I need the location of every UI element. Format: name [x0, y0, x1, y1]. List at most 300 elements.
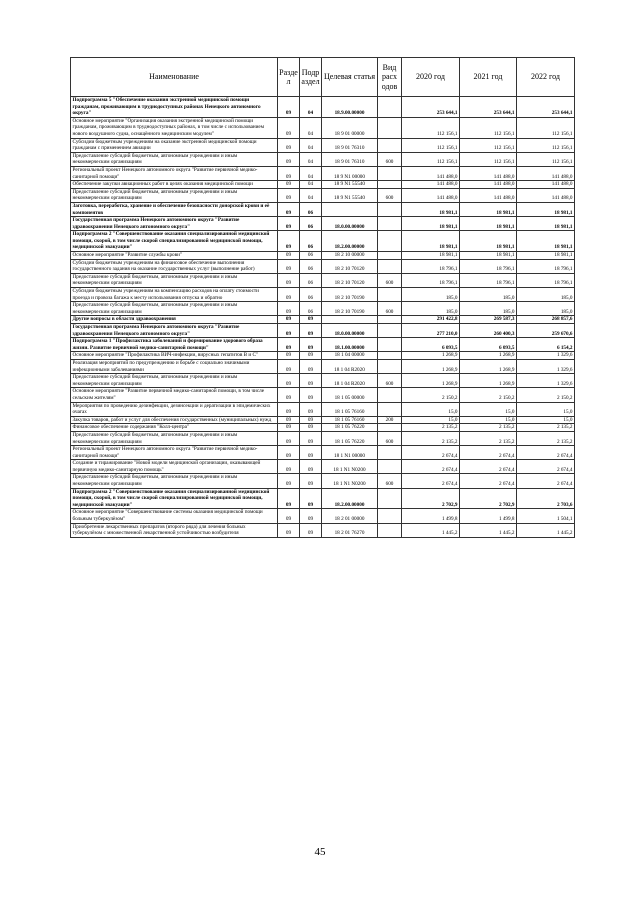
row-year-2020-cell: 15,0 [402, 416, 460, 424]
row-year-2021-cell: 253 644,1 [460, 97, 517, 118]
row-name-cell: Создание и тиражирование "Новой модели медицинской организации, оказывающей первичную медико-санитарную помощь" [71, 460, 278, 474]
header-year-2020: 2020 год [402, 58, 460, 97]
row-name-cell: Основное мероприятие "Профилактика ВИЧ-инфекции, вирусных гепатитов В и С" [71, 352, 278, 360]
row-target-article-cell: 18.2.00.00000 [322, 231, 378, 252]
row-target-article-cell [322, 202, 378, 216]
row-year-2020-cell: 18 981,1 [402, 217, 460, 231]
row-expense-type-cell [378, 252, 402, 260]
row-podrazdel-cell: 09 [300, 431, 322, 445]
row-razdel-cell: 09 [278, 523, 300, 537]
table-body [71, 97, 575, 538]
row-target-article-cell: 18.1.00.00000 [322, 338, 378, 352]
row-name-cell: Предоставление субсидий бюджетным, автономным учреждениям и иным некоммерческим организациям [71, 474, 278, 488]
table-row [71, 231, 575, 252]
row-year-2022-cell: 1 445,2 [517, 523, 575, 537]
row-name-cell: Финансовое обеспечение содержания "Колл-центра" [71, 424, 278, 432]
row-razdel-cell: 09 [278, 231, 300, 252]
row-target-article-cell: 18 2 10 70190 [322, 302, 378, 316]
row-razdel-cell: 09 [278, 166, 300, 180]
row-year-2020-cell: 2 135,2 [402, 431, 460, 445]
row-year-2022-cell: 112 156,1 [517, 138, 575, 152]
row-podrazdel-cell: 09 [300, 388, 322, 402]
row-year-2022-cell: 18 981,1 [517, 231, 575, 252]
row-name-cell: Субсидии бюджетным учреждениям на компенсацию расходов на оплату стоимости проезда и провоза багажа к месту использования отпуска и обратно [71, 288, 278, 302]
row-name-cell: Подпрограмма 2 "Совершенствование оказания специализированной медицинской помощи, скорой, в том числе скорой специализированной медицинской помощи, медицинской эвакуации" [71, 231, 278, 252]
row-razdel-cell: 09 [278, 324, 300, 338]
row-podrazdel-cell: 06 [300, 217, 322, 231]
row-razdel-cell: 09 [278, 488, 300, 509]
row-podrazdel-cell: 06 [300, 273, 322, 287]
row-razdel-cell: 09 [278, 302, 300, 316]
row-podrazdel-cell: 04 [300, 166, 322, 180]
row-year-2021-cell: 2 674,4 [460, 460, 517, 474]
header-year-2021: 2021 год [460, 58, 517, 97]
row-year-2021-cell: 112 156,1 [460, 117, 517, 138]
row-name-cell: Предоставление субсидий бюджетным, автономным учреждениям и иным некоммерческим организациям [71, 273, 278, 287]
row-year-2021-cell: 2 135,2 [460, 424, 517, 432]
row-razdel-cell: 09 [278, 338, 300, 352]
table-row [71, 460, 575, 474]
row-expense-type-cell: 600 [378, 273, 402, 287]
row-year-2020-cell: 277 210,0 [402, 324, 460, 338]
row-target-article-cell: 18 2 10 70120 [322, 273, 378, 287]
row-name-cell: Государственная программа Ненецкого автономного округа "Развитие здравоохранения Ненецкого автономного округа" [71, 217, 278, 231]
row-razdel-cell: 09 [278, 138, 300, 152]
row-podrazdel-cell: 09 [300, 338, 322, 352]
row-expense-type-cell: 200 [378, 416, 402, 424]
row-expense-type-cell [378, 288, 402, 302]
header-podrazdel: Подр аздел [300, 58, 322, 97]
page-number: 45 [314, 846, 326, 858]
row-year-2021-cell: 260 400,3 [460, 324, 517, 338]
table-row [71, 416, 575, 424]
row-name-cell: Закупка товаров, работ и услуг для обеспечения государственных (муниципальных) нужд [71, 416, 278, 424]
table-row [71, 488, 575, 509]
table-header-row [71, 58, 575, 97]
row-name-cell: Реализация мероприятий по предупреждению и борьбе с социально значимыми инфекционными заболеваниями [71, 359, 278, 373]
row-year-2020-cell: 2 674,4 [402, 446, 460, 460]
row-target-article-cell: 18 9 N1 55540 [322, 181, 378, 189]
row-year-2022-cell: 1 329,6 [517, 359, 575, 373]
row-target-article-cell: 18 9 N1 00000 [322, 166, 378, 180]
row-expense-type-cell [378, 97, 402, 118]
row-year-2021-cell: 18 981,1 [460, 252, 517, 260]
row-podrazdel-cell: 09 [300, 488, 322, 509]
row-expense-type-cell: 600 [378, 474, 402, 488]
row-target-article-cell: 18 9 01 00000 [322, 117, 378, 138]
row-podrazdel-cell: 09 [300, 446, 322, 460]
row-year-2020-cell: 141 488,0 [402, 181, 460, 189]
row-year-2021-cell: 6 093,5 [460, 338, 517, 352]
header-name: Наименование [71, 58, 278, 97]
row-name-cell: Субсидии бюджетным учреждениям на финансовое обеспечение выполнения государственного задания на оказание государственных услуг (выполнение работ) [71, 259, 278, 273]
row-year-2020-cell: 18 796,1 [402, 273, 460, 287]
row-year-2022-cell: 1 504,1 [517, 509, 575, 523]
row-year-2020-cell: 253 644,1 [402, 97, 460, 118]
row-razdel-cell: 09 [278, 424, 300, 432]
row-year-2022-cell: 141 488,0 [517, 188, 575, 202]
row-year-2021-cell: 112 156,1 [460, 138, 517, 152]
header-razdel: Разде л [278, 58, 300, 97]
row-expense-type-cell: 600 [378, 188, 402, 202]
row-expense-type-cell [378, 202, 402, 216]
table-row [71, 97, 575, 118]
row-year-2020-cell: 1 445,2 [402, 523, 460, 537]
row-target-article-cell: 18 1 05 76220 [322, 424, 378, 432]
row-year-2022-cell: 112 156,1 [517, 117, 575, 138]
row-target-article-cell: 18 1 04 00000 [322, 352, 378, 360]
row-year-2021-cell: 1 445,2 [460, 523, 517, 537]
row-razdel-cell: 09 [278, 273, 300, 287]
row-target-article-cell: 18.2.00.00000 [322, 488, 378, 509]
row-year-2021-cell: 2 150,2 [460, 388, 517, 402]
row-year-2020-cell: 2 674,4 [402, 474, 460, 488]
row-razdel-cell: 09 [278, 316, 300, 324]
row-year-2022-cell: 18 981,1 [517, 217, 575, 231]
row-razdel-cell: 09 [278, 460, 300, 474]
row-target-article-cell: 18 2 10 70190 [322, 288, 378, 302]
table-row [71, 152, 575, 166]
row-razdel-cell: 09 [278, 181, 300, 189]
table-row [71, 273, 575, 287]
row-name-cell: Предоставление субсидий бюджетным, автономным учреждениям и иным некоммерческим организациям [71, 431, 278, 445]
row-name-cell: Предоставление субсидий бюджетным, автономным учреждениям и иным некоммерческим организациям [71, 374, 278, 388]
row-razdel-cell: 09 [278, 117, 300, 138]
row-year-2022-cell: 15,0 [517, 402, 575, 416]
table-row [71, 166, 575, 180]
row-name-cell: Предоставление субсидий бюджетным, автономным учреждениям и иным некоммерческим организациям [71, 188, 278, 202]
row-expense-type-cell [378, 523, 402, 537]
row-podrazdel-cell: 06 [300, 252, 322, 260]
budget-table [70, 57, 575, 538]
row-razdel-cell: 09 [278, 359, 300, 373]
row-year-2021-cell: 2 702,9 [460, 488, 517, 509]
row-podrazdel-cell: 09 [300, 359, 322, 373]
row-year-2021-cell: 1 499,8 [460, 509, 517, 523]
row-podrazdel-cell: 06 [300, 259, 322, 273]
table-row [71, 324, 575, 338]
table-row [71, 217, 575, 231]
row-podrazdel-cell: 09 [300, 352, 322, 360]
row-year-2020-cell: 185,0 [402, 302, 460, 316]
row-razdel-cell: 09 [278, 352, 300, 360]
table-row [71, 288, 575, 302]
row-target-article-cell: 18 1 04 R2020 [322, 359, 378, 373]
row-year-2020-cell: 1 268,9 [402, 352, 460, 360]
row-podrazdel-cell: 09 [300, 324, 322, 338]
table-row [71, 259, 575, 273]
row-year-2022-cell: 2 674,4 [517, 474, 575, 488]
row-year-2020-cell: 18 981,1 [402, 231, 460, 252]
row-year-2020-cell: 18 796,1 [402, 259, 460, 273]
row-name-cell: Подпрограмма 2 "Совершенствование оказания специализированной медицинской помощи, скорой, в том числе скорой специализированной медицинской помощи, медицинской эвакуации" [71, 488, 278, 509]
row-expense-type-cell [378, 217, 402, 231]
budget-table-sheet [70, 57, 574, 538]
row-razdel-cell: 09 [278, 202, 300, 216]
row-year-2020-cell: 18 981,1 [402, 252, 460, 260]
row-expense-type-cell: 600 [378, 152, 402, 166]
row-year-2020-cell: 291 422,8 [402, 316, 460, 324]
row-podrazdel-cell: 04 [300, 117, 322, 138]
row-expense-type-cell [378, 181, 402, 189]
row-podrazdel-cell: 09 [300, 460, 322, 474]
row-podrazdel-cell: 09 [300, 474, 322, 488]
row-year-2020-cell: 2 702,9 [402, 488, 460, 509]
row-year-2021-cell: 141 488,0 [460, 188, 517, 202]
row-target-article-cell: 18 1 N1 N0200 [322, 460, 378, 474]
row-razdel-cell: 09 [278, 374, 300, 388]
row-year-2022-cell: 185,0 [517, 302, 575, 316]
row-year-2022-cell: 1 329,6 [517, 374, 575, 388]
row-year-2020-cell: 1 499,8 [402, 509, 460, 523]
row-expense-type-cell [378, 402, 402, 416]
table-row [71, 338, 575, 352]
table-row [71, 117, 575, 138]
row-year-2020-cell: 112 156,1 [402, 152, 460, 166]
row-year-2021-cell: 141 488,0 [460, 181, 517, 189]
row-podrazdel-cell: 06 [300, 231, 322, 252]
row-year-2022-cell: 2 150,2 [517, 388, 575, 402]
row-razdel-cell: 09 [278, 388, 300, 402]
row-year-2022-cell: 18 796,1 [517, 273, 575, 287]
row-expense-type-cell [378, 316, 402, 324]
row-year-2020-cell: 141 488,0 [402, 166, 460, 180]
row-year-2021-cell: 141 488,0 [460, 166, 517, 180]
table-row [71, 474, 575, 488]
row-razdel-cell: 09 [278, 152, 300, 166]
row-target-article-cell: 18 2 10 70120 [322, 259, 378, 273]
row-year-2021-cell: 2 674,4 [460, 474, 517, 488]
row-expense-type-cell [378, 352, 402, 360]
row-expense-type-cell [378, 338, 402, 352]
row-podrazdel-cell: 04 [300, 181, 322, 189]
row-target-article-cell: 18 1 N1 00000 [322, 446, 378, 460]
row-podrazdel-cell: 09 [300, 402, 322, 416]
row-year-2022-cell: 185,0 [517, 288, 575, 302]
row-year-2020-cell: 15,0 [402, 402, 460, 416]
row-year-2021-cell: 112 156,1 [460, 152, 517, 166]
row-razdel-cell: 09 [278, 474, 300, 488]
row-year-2022-cell: 259 670,6 [517, 324, 575, 338]
row-name-cell: Предоставление субсидий бюджетным, автономным учреждениям и иным некоммерческим организациям [71, 302, 278, 316]
row-year-2021-cell: 2 674,4 [460, 446, 517, 460]
header-expense-type: Вид расх одов [378, 58, 402, 97]
row-expense-type-cell [378, 138, 402, 152]
row-podrazdel-cell: 09 [300, 424, 322, 432]
table-row [71, 424, 575, 432]
row-expense-type-cell [378, 488, 402, 509]
row-name-cell: Подпрограмма 1 "Профилактика заболеваний и формирование здорового образа жизни. Развитие первичной медико-санитарной помощи" [71, 338, 278, 352]
row-razdel-cell: 09 [278, 188, 300, 202]
row-year-2021-cell: 18 796,1 [460, 259, 517, 273]
row-year-2021-cell: 1 268,9 [460, 374, 517, 388]
row-podrazdel-cell: 09 [300, 509, 322, 523]
table-row [71, 509, 575, 523]
row-year-2021-cell: 1 268,9 [460, 352, 517, 360]
row-name-cell: Предоставление субсидий бюджетным, автономным учреждениям и иным некоммерческим организациям [71, 152, 278, 166]
row-year-2020-cell: 1 268,9 [402, 359, 460, 373]
row-razdel-cell: 09 [278, 431, 300, 445]
row-expense-type-cell: 600 [378, 302, 402, 316]
row-year-2020-cell: 2 674,4 [402, 460, 460, 474]
row-expense-type-cell [378, 388, 402, 402]
table-row [71, 316, 575, 324]
row-year-2020-cell: 112 156,1 [402, 117, 460, 138]
row-year-2021-cell: 269 587,3 [460, 316, 517, 324]
row-razdel-cell: 09 [278, 288, 300, 302]
row-year-2021-cell: 15,0 [460, 402, 517, 416]
row-year-2021-cell: 185,0 [460, 302, 517, 316]
row-razdel-cell: 09 [278, 97, 300, 118]
row-year-2020-cell: 185,0 [402, 288, 460, 302]
row-target-article-cell: 18 9 N1 55540 [322, 188, 378, 202]
row-target-article-cell: 18 9 01 76310 [322, 138, 378, 152]
row-name-cell: Основное мероприятие "Организация оказания экстренной медицинской помощи гражданам, проживающим в труднодоступных районах, в том числе с использованием нового воздушного судна, оснащённого медицинским модулем" [71, 117, 278, 138]
row-name-cell: Обеспечение закупки авиационных работ в целях оказания медицинской помощи [71, 181, 278, 189]
row-year-2020-cell: 141 488,0 [402, 188, 460, 202]
row-target-article-cell: 18 1 05 00000 [322, 388, 378, 402]
row-podrazdel-cell: 06 [300, 302, 322, 316]
row-year-2022-cell: 2 703,6 [517, 488, 575, 509]
row-name-cell: Подпрограмма 5 "Обеспечение оказания экстренной медицинской помощи гражданам, проживающим в труднодоступных районах Ненецкого автономного округа" [71, 97, 278, 118]
row-name-cell: Субсидии бюджетным учреждениям на оказание экстренной медицинской помощи гражданам с применением авиации [71, 138, 278, 152]
row-year-2022-cell: 2 674,4 [517, 460, 575, 474]
row-year-2022-cell: 18 981,1 [517, 202, 575, 216]
row-razdel-cell: 09 [278, 416, 300, 424]
row-expense-type-cell: 600 [378, 431, 402, 445]
row-year-2022-cell: 2 135,2 [517, 424, 575, 432]
row-year-2022-cell: 15,0 [517, 416, 575, 424]
row-target-article-cell: 18 1 05 76160 [322, 402, 378, 416]
table-row [71, 138, 575, 152]
row-razdel-cell: 09 [278, 259, 300, 273]
row-name-cell: Государственная программа Ненецкого автономного округа "Развитие здравоохранения Ненецкого автономного округа" [71, 324, 278, 338]
row-year-2020-cell: 1 268,9 [402, 374, 460, 388]
row-target-article-cell [322, 316, 378, 324]
row-expense-type-cell [378, 231, 402, 252]
row-target-article-cell: 18 1 05 76160 [322, 416, 378, 424]
row-name-cell: Основное мероприятие "Совершенствование системы оказания медицинской помощи больным туберкулёзом" [71, 509, 278, 523]
row-expense-type-cell [378, 324, 402, 338]
row-podrazdel-cell: 04 [300, 188, 322, 202]
table-row [71, 523, 575, 537]
row-podrazdel-cell: 09 [300, 416, 322, 424]
row-name-cell: Региональный проект Ненецкого автономного округа "Развитие первичной медико-санитарной помощи" [71, 446, 278, 460]
row-name-cell: Приобретение лекарственных препаратов (второго ряда) для лечения больных туберкулёзом с множественной лекарственной устойчивостью возбудителя [71, 523, 278, 537]
row-expense-type-cell [378, 509, 402, 523]
row-expense-type-cell: 600 [378, 374, 402, 388]
table-row [71, 252, 575, 260]
row-expense-type-cell [378, 259, 402, 273]
row-target-article-cell: 18 1 05 76220 [322, 431, 378, 445]
table-row [71, 374, 575, 388]
row-year-2021-cell: 185,0 [460, 288, 517, 302]
row-year-2021-cell: 15,0 [460, 416, 517, 424]
row-expense-type-cell [378, 424, 402, 432]
row-razdel-cell: 09 [278, 252, 300, 260]
row-razdel-cell: 09 [278, 446, 300, 460]
row-name-cell: Основное мероприятие "Развитие службы крови" [71, 252, 278, 260]
row-target-article-cell: 18 2 01 00000 [322, 509, 378, 523]
table-row [71, 352, 575, 360]
table-row [71, 388, 575, 402]
row-expense-type-cell [378, 446, 402, 460]
table-row [71, 188, 575, 202]
header-year-2022: 2022 год [517, 58, 575, 97]
row-year-2021-cell: 18 981,1 [460, 202, 517, 216]
row-year-2021-cell: 2 135,2 [460, 431, 517, 445]
header-target-article: Целевая статья [322, 58, 378, 97]
row-year-2021-cell: 18 981,1 [460, 231, 517, 252]
row-year-2020-cell: 6 093,5 [402, 338, 460, 352]
row-name-cell: Региональный проект Ненецкого автономного округа "Развитие первичной медико-санитарной помощи" [71, 166, 278, 180]
row-target-article-cell: 18 2 10 00000 [322, 252, 378, 260]
row-podrazdel-cell: 09 [300, 374, 322, 388]
row-expense-type-cell [378, 166, 402, 180]
row-year-2022-cell: 141 488,0 [517, 166, 575, 180]
row-year-2022-cell: 6 154,2 [517, 338, 575, 352]
row-podrazdel-cell: 06 [300, 288, 322, 302]
row-expense-type-cell [378, 117, 402, 138]
row-name-cell: Заготовка, переработка, хранение и обеспечение безопасности донорской крови и её компонентов [71, 202, 278, 216]
row-podrazdel-cell: 04 [300, 152, 322, 166]
row-podrazdel-cell: 09 [300, 523, 322, 537]
row-target-article-cell: 18.0.00.00000 [322, 217, 378, 231]
row-expense-type-cell [378, 460, 402, 474]
table-row [71, 359, 575, 373]
row-target-article-cell: 18 9 01 76310 [322, 152, 378, 166]
row-year-2021-cell: 18 796,1 [460, 273, 517, 287]
row-target-article-cell: 18 1 04 R2020 [322, 374, 378, 388]
row-razdel-cell: 09 [278, 402, 300, 416]
row-year-2022-cell: 112 156,1 [517, 152, 575, 166]
row-target-article-cell: 18 1 N1 N0200 [322, 474, 378, 488]
table-row [71, 431, 575, 445]
row-year-2021-cell: 18 981,1 [460, 217, 517, 231]
table-row [71, 181, 575, 189]
row-year-2020-cell: 2 135,2 [402, 424, 460, 432]
row-razdel-cell: 09 [278, 509, 300, 523]
row-year-2022-cell: 141 488,0 [517, 181, 575, 189]
row-year-2022-cell: 1 329,6 [517, 352, 575, 360]
row-year-2020-cell: 112 156,1 [402, 138, 460, 152]
table-row [71, 402, 575, 416]
row-year-2022-cell: 18 981,1 [517, 252, 575, 260]
row-target-article-cell: 18.0.00.00000 [322, 324, 378, 338]
table-row [71, 302, 575, 316]
row-year-2022-cell: 268 857,6 [517, 316, 575, 324]
row-year-2022-cell: 2 674,4 [517, 446, 575, 460]
row-name-cell: Мероприятия по проведению дезинфекции, дезинсекции и дератизации в эпидемических очагах [71, 402, 278, 416]
row-podrazdel-cell: 04 [300, 138, 322, 152]
row-razdel-cell: 09 [278, 217, 300, 231]
row-year-2022-cell: 253 644,1 [517, 97, 575, 118]
row-podrazdel-cell: 06 [300, 202, 322, 216]
row-year-2021-cell: 1 268,9 [460, 359, 517, 373]
row-name-cell: Другие вопросы в области здравоохранения [71, 316, 278, 324]
row-podrazdel-cell: 09 [300, 316, 322, 324]
table-row [71, 202, 575, 216]
row-year-2022-cell: 2 135,2 [517, 431, 575, 445]
row-target-article-cell: 18.9.00.00000 [322, 97, 378, 118]
row-year-2020-cell: 18 981,1 [402, 202, 460, 216]
table-row [71, 446, 575, 460]
row-year-2022-cell: 18 796,1 [517, 259, 575, 273]
row-target-article-cell: 18 2 01 76270 [322, 523, 378, 537]
row-podrazdel-cell: 04 [300, 97, 322, 118]
row-year-2020-cell: 2 150,2 [402, 388, 460, 402]
row-expense-type-cell [378, 359, 402, 373]
